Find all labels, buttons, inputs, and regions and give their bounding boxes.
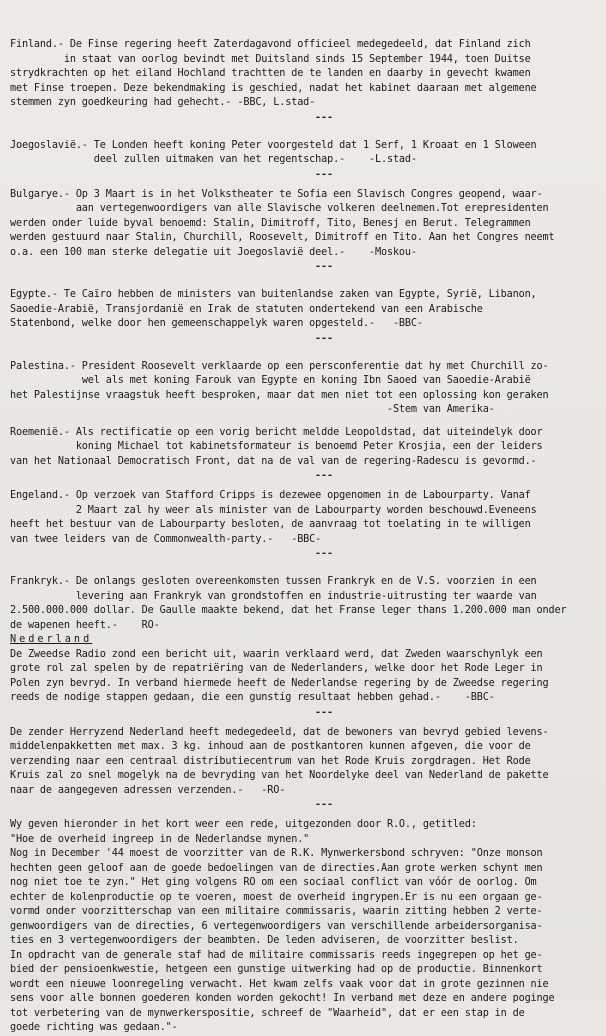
article-joegoslavie bbox=[10, 139, 598, 182]
article-palestina-text: Palestina.- President Roosevelt verklaarde op een persconferentie dat hy met Churchill zo- wel als met koning Farouk van Egypte en koning Ibn Saoed van Saoedie-Arabië het Palestijnse vraagstuk heeft besproken, maar dat men niet tot een oplossing kon geraken -Stem van Amerika- bbox=[10, 360, 549, 415]
nederland-paragraph-2: De zender Herryzend Nederland heeft medegedeeld, dat de bewoners van bevryd gebied levens- middelenpakketten met max. 3 kg. inhoud aan de postkantoren kunnen afgeven, die voor de verzending naar een centraal distributiecentrum van het Rode Kruis zorgdragen. Het Rode Kruis zal zo snel mogelyk na de bevryding van het Noordelyke deel van Nederland de pakette naar de aangegeven adressen verzenden.- -RO- bbox=[10, 726, 549, 796]
separator: --- bbox=[314, 261, 334, 272]
separator: --- bbox=[314, 332, 334, 344]
separator: --- bbox=[314, 799, 334, 810]
article-frankryk bbox=[10, 575, 598, 633]
article-egypte-text: Egypte.- Te Caïro hebben de ministers van buitenlandse zaken van Egypte, Syrië, Libanon, Saoedie-Arabië, Transjordanië en Irak de statuten ondertekend van een Arabische Statenbond, welke door hen gemeenschappelyk waren opgesteld.- -BBC- bbox=[10, 289, 537, 329]
article-joegoslavie-text: Joegoslavië.- Te Londen heeft koning Peter voorgesteld dat 1 Serf, 1 Kroaat en 1 Sloween deel zullen uitmaken van het regentschap.- -L.stad- bbox=[10, 139, 537, 165]
article-engeland-text: Engeland.- Op verzoek van Stafford Cripps is dezewee opgenomen in de Labourparty. Vanaf 2 Maart zal hy weer als minister van de Labourparty worden beschouwd.Eveneens heeft het bestuur van de Labourparty besloten, de aanvraag tot toelating in te willigen van twee leiders van de Commonwealth-party.- -BBC- bbox=[10, 490, 537, 545]
nederland-paragraph-3: Wy geven hieronder in het kort weer een rede, uitgezonden door R.O., getitled: "Hoe de overheid ingreep in de Nederlandse mynen." Nog in December '44 moest de voorzitter van de R.K. Mynwerkersbond schryven: "Onze monson hechten geen geloof aan de goede bedoelingen van de directies.Aan grote werken schynt men nog niet toe te zyn." Het ging volgens RO om een sociaal conflict van vóór de oorlog. Om echter de kolenproductie op te voeren, moest de overheid ingrypen.Er is nu een orgaan ge- vormd onder voorzitterschap van een militaire commissaris, waarin zitting hebben 2 verte- genwoordigers van de directies, 6 vertegenwoordigers van verschillende arbeidersorganisa- ties en 3 vertegenwoordigers der beambten. De leden adviseren, de voorzitter beslist. In opdracht van de generale staf had de militaire commissaris reeds ingegrepen op het ge- bied der pensioenkwestie, hetgeen een gunstige uitwerking had op de productie. Binnenkort wordt een nieuwe loonregeling verwacht. Het kwam zelfs vaak voor dat in grote gezinnen nie sens voor alle bonnen goederen konden worden gekocht! In verband met deze en andere poginge tot verbetering van de mynwerkerspositie, schreef de "Waarheid", dat er een stap in de goede richting was gedaan."- bbox=[10, 819, 555, 1033]
article-bulgarye-text: Bulgarye.- Op 3 Maart is in het Volkstheater te Sofia een Slavisch Congres geopend, waar- aan vertegenwoordigers van alle Slavische volkeren deelnemen.Tot erepresidenten werden onder luide byval benoemd: Stalin, Dimitroff, Tito, Benesj en Berut. Telegrammen werden gestuurd naar Stalin, Churchill, Roosevelt, Dimitroff en Tito. Aan het Congres neemt o.a. een 100 man sterke delegatie uit Joegoslavië deel.- -Moskou- bbox=[10, 188, 555, 258]
separator: --- bbox=[314, 111, 334, 123]
separator: --- bbox=[314, 706, 334, 718]
article-palestina bbox=[10, 360, 598, 418]
article-engeland bbox=[10, 489, 598, 561]
article-frankryk-text: Frankryk.- De onlangs gesloten overeenkomsten tussen Frankryk en de V.S. voorzien in een levering aan Frankryk van grondstoffen en industrie-uitrusting ter waarde van 2.500.000.000 dollar. De Gaulle maakte bekend, dat het Franse leger thans 1.200.000 man onder de wapenen heeft.- RO- bbox=[10, 576, 567, 631]
article-roemenie bbox=[10, 426, 598, 484]
separator: --- bbox=[314, 548, 334, 559]
nederland-paragraph-1: De Zweedse Radio zond een bericht uit, waarin verklaard werd, dat Zweden waarschynlyk een grote rol zal spelen by de repatriëring van de Nederlanders, welke door het Rode Leger in Polen zyn bevryd. In verband hiermede heeft de Nederlandse regering by de Zweedse regering reeds de nodige stappen gedaan, die een gunstig resultaat hebben gehad.- -BBC- bbox=[10, 648, 549, 703]
article-bulgarye bbox=[10, 188, 598, 275]
article-finland-text: Finland.- De Finse regering heeft Zaterdagavond officieel medegedeeld, dat Finland zich in staat van oorlog bevindt met Duitsland sinds 15 September 1944, toen Duitse strydkrachten op het eiland Hochland trachtten de te landen en daarby in gevecht kwamen met Finse troepen. Deze bekendmaking is geschied, nadat het kabinet daaraan met algemene stemmen zyn goedkeuring had gehecht.- -BBC, L.stad- bbox=[10, 39, 537, 108]
section-heading: Nederland bbox=[10, 634, 93, 645]
article-egypte bbox=[10, 288, 598, 346]
separator: --- bbox=[314, 168, 334, 180]
article-finland bbox=[10, 38, 598, 125]
article-roemenie-text: Roemenië.- Als rectificatie op een vorig bericht meldde Leopoldstad, dat uiteindelyk door koning Michael tot kabinetsformateur is benoemd Peter Krosjia, een der leiders van het Nationaal Democratisch Front, dat na de val van de regering-Radescu is gevormd.- bbox=[10, 426, 543, 467]
separator: --- bbox=[314, 470, 334, 481]
section-nederland bbox=[10, 633, 598, 1036]
